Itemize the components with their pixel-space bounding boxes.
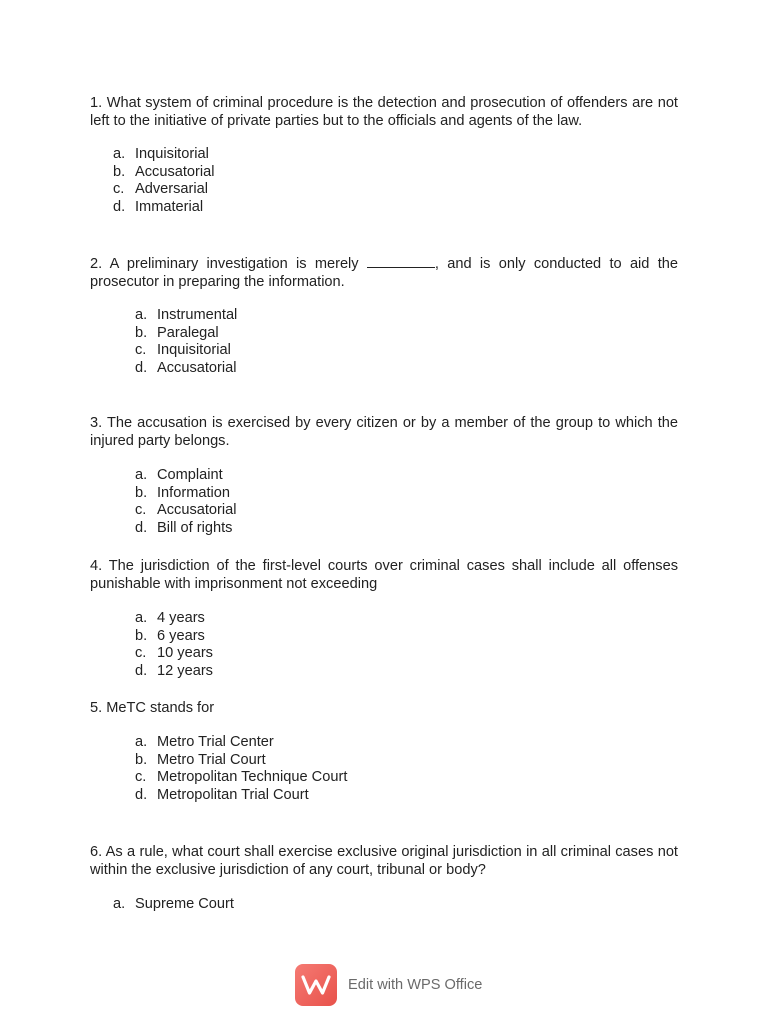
option-text: Information [157, 484, 231, 501]
question-5-stem: 5. MeTC stands for [90, 700, 215, 716]
option-text: Paralegal [157, 324, 219, 341]
option-2d [135, 360, 237, 378]
option-6a [113, 896, 234, 914]
option-letter: a. [135, 307, 148, 323]
option-text: Metro Trial Court [157, 751, 266, 768]
option-text: Supreme Court [135, 896, 234, 912]
option-text: Bill of rights [157, 520, 233, 537]
option-3c [135, 502, 237, 520]
question-1-stem: 1. What system of criminal procedure is the detection and prosecution of offenders are not left to the initiative of private parties but to the officials and agents of the law. [90, 95, 678, 129]
option-letter: c. [113, 181, 125, 198]
option-text: Immaterial [135, 199, 204, 216]
question-4-options [135, 610, 213, 681]
question-2-stem-after: , and is only conducted to aid the prosecutor in preparing the information. [90, 256, 678, 290]
wps-w-glyph-icon [301, 974, 331, 996]
option-3a [135, 467, 237, 485]
option-text: Accusatorial [135, 163, 215, 180]
question-2-options [135, 307, 237, 378]
option-text: 6 years [157, 627, 205, 644]
option-text: Inquisitorial [135, 146, 209, 162]
option-5c [135, 769, 347, 787]
option-text: Metropolitan Trial Court [157, 787, 309, 804]
option-1a [113, 146, 215, 164]
option-letter: a. [113, 146, 126, 162]
option-letter: a. [135, 467, 148, 483]
option-letter: c. [135, 502, 147, 519]
option-text: Adversarial [135, 181, 208, 198]
question-4 [90, 557, 678, 593]
option-3d [135, 520, 237, 538]
option-letter: b. [113, 163, 126, 180]
option-letter: c. [135, 769, 147, 786]
option-3b [135, 485, 237, 503]
option-1c [113, 181, 215, 199]
option-letter: a. [113, 896, 126, 912]
option-letter: d. [135, 520, 148, 537]
question-1 [90, 94, 678, 130]
option-text: Complaint [157, 467, 223, 483]
option-letter: b. [135, 627, 148, 644]
fill-in-blank [367, 254, 435, 268]
option-4b [135, 628, 213, 646]
option-4d [135, 663, 213, 681]
option-letter: c. [135, 645, 147, 662]
question-2-stem [90, 254, 678, 291]
option-letter: c. [135, 342, 147, 359]
wps-office-logo-icon[interactable] [295, 964, 337, 1006]
question-3-options [135, 467, 237, 538]
wps-footer-text[interactable]: Edit with WPS Office [348, 977, 483, 993]
question-3-stem: 3. The accusation is exercised by every citizen or by a member of the group to which the injured party belongs. [90, 415, 678, 449]
option-4a [135, 610, 213, 628]
option-letter: d. [135, 663, 148, 680]
option-text: 4 years [157, 610, 205, 626]
option-text: 12 years [157, 663, 213, 680]
option-letter: d. [113, 199, 126, 216]
question-4-stem: 4. The jurisdiction of the first-level courts over criminal cases shall include all offenses punishable with imprisonment not exceeding [90, 558, 678, 592]
option-text: Metro Trial Center [157, 734, 274, 750]
option-text: Accusatorial [157, 502, 237, 519]
question-6 [90, 843, 678, 879]
question-5 [90, 699, 678, 717]
option-text: Inquisitorial [157, 342, 231, 359]
option-text: 10 years [157, 645, 213, 662]
option-letter: a. [135, 734, 148, 750]
option-5a [135, 734, 347, 752]
option-1b [113, 164, 215, 182]
option-5d [135, 787, 347, 805]
option-4c [135, 645, 213, 663]
option-letter: b. [135, 324, 148, 341]
option-letter: d. [135, 787, 148, 804]
option-5b [135, 752, 347, 770]
option-2b [135, 325, 237, 343]
option-text: Instrumental [157, 307, 238, 323]
question-2-stem-before: 2. A preliminary investigation is merely [90, 256, 359, 272]
option-letter: b. [135, 484, 148, 501]
option-text: Metropolitan Technique Court [157, 769, 348, 786]
option-letter: a. [135, 610, 148, 626]
option-text: Accusatorial [157, 360, 237, 377]
option-letter: d. [135, 360, 148, 377]
option-2a [135, 307, 237, 325]
edit-with-wps-link[interactable] [295, 964, 482, 1006]
question-3 [90, 414, 678, 450]
option-2c [135, 342, 237, 360]
option-1d [113, 199, 215, 217]
question-1-options [113, 146, 215, 217]
question-6-options [113, 896, 234, 914]
question-5-options [135, 734, 347, 805]
question-6-stem: 6. As a rule, what court shall exercise exclusive original jurisdiction in all criminal cases not within the exclusive jurisdiction of any court, tribunal or body? [90, 844, 678, 878]
question-2 [90, 254, 678, 291]
option-letter: b. [135, 751, 148, 768]
